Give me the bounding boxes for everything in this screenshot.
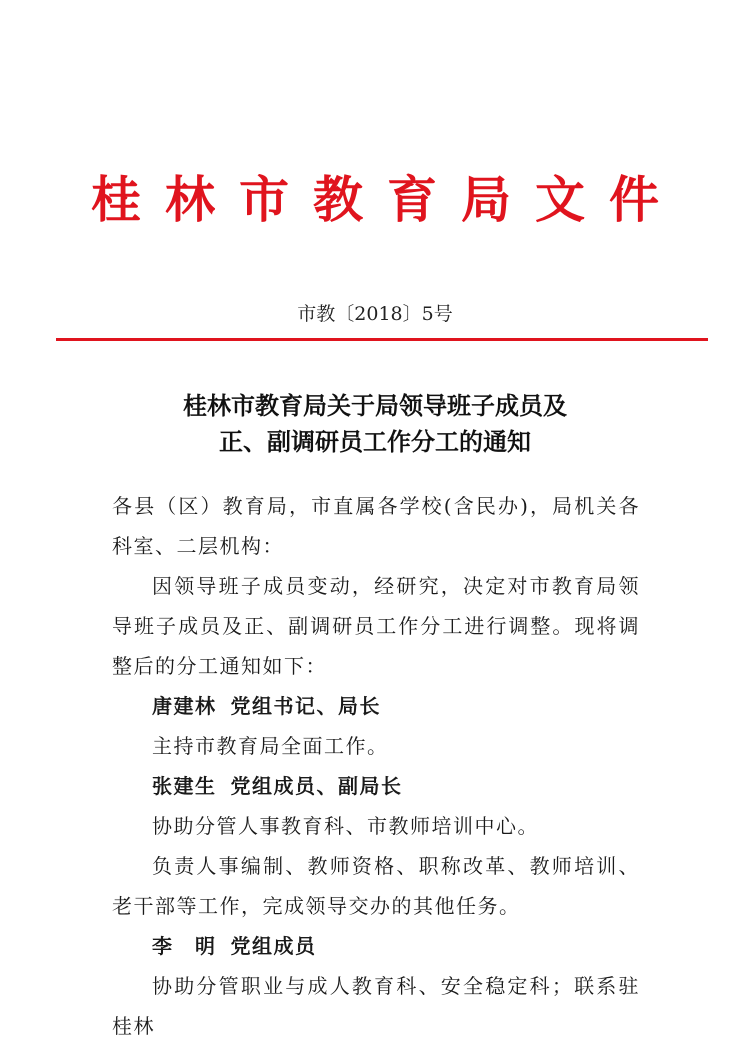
- person-role: 党组书记、局长: [230, 694, 381, 718]
- duty-paragraph: 协助分管人事教育科、市教师培训中心。: [152, 814, 539, 838]
- person-name: 张建生: [152, 774, 217, 798]
- person-heading: [112, 766, 640, 806]
- person-role: 党组成员: [230, 934, 317, 958]
- document-number: 市教〔2018〕5号: [297, 303, 453, 325]
- person-role: 党组成员、副局长: [230, 774, 403, 798]
- addressee-paragraph: 各县（区）教育局，市直属各学校(含民办)，局机关各科室、二层机构：: [112, 494, 640, 558]
- document-header-title: 桂林市教育局文件: [91, 171, 683, 229]
- intro-paragraph: 因领导班子成员变动，经研究，决定对市教育局领导班子成员及正、副调研员工作分工进行调整。现将调整后的分工通知如下：: [112, 574, 640, 678]
- duty-paragraph: 协助分管职业与成人教育科、安全稳定科；联系驻桂林: [112, 974, 640, 1038]
- duty-paragraph: 负责人事编制、教师资格、职称改革、教师培训、老干部等工作，完成领导交办的其他任务。: [112, 854, 640, 918]
- person-heading: [112, 926, 640, 966]
- notice-title-line-1: 桂林市教育局关于局领导班子成员及: [183, 392, 567, 420]
- person-name: 唐建林: [152, 694, 217, 718]
- person-name: 李 明: [152, 934, 217, 958]
- notice-title-line-2: 正、副调研员工作分工的通知: [219, 428, 531, 456]
- person-heading: [112, 686, 640, 726]
- duty-paragraph: 主持市教育局全面工作。: [152, 734, 389, 758]
- document-body: [112, 486, 640, 1046]
- notice-title: [0, 388, 750, 460]
- red-divider-line: [56, 338, 708, 341]
